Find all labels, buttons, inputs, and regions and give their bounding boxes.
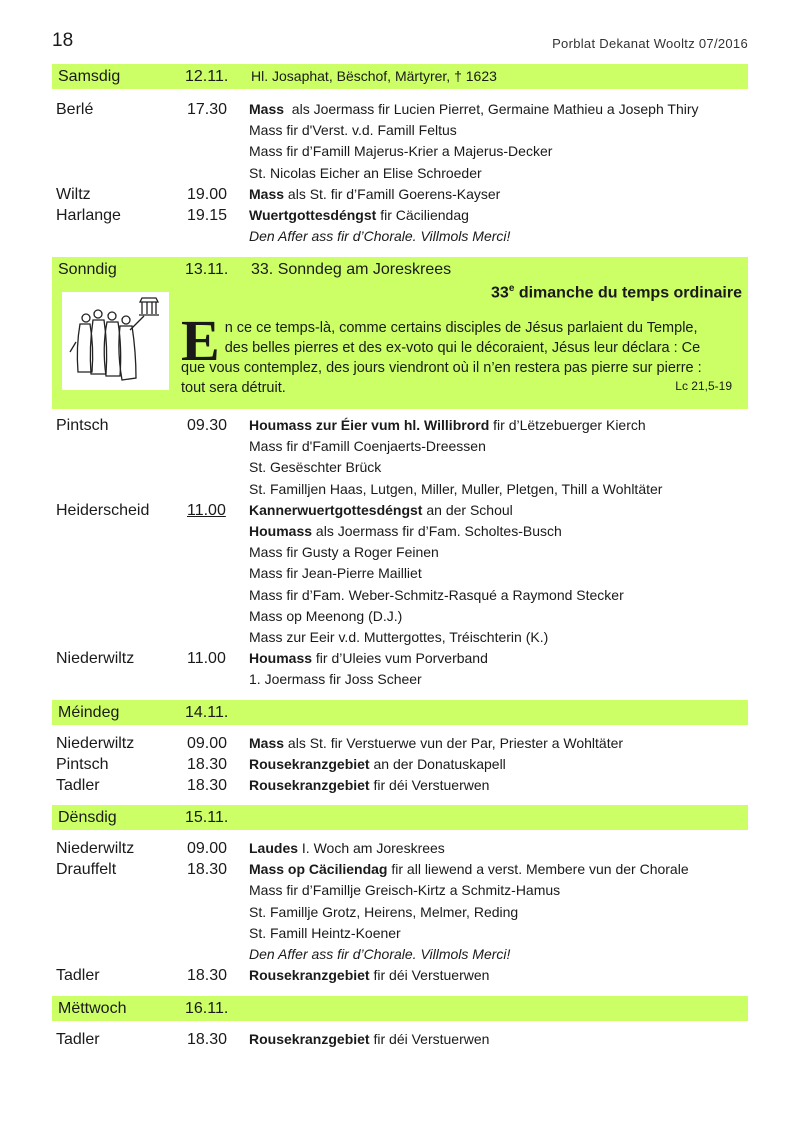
service-entry (249, 754, 506, 775)
schedule-row (52, 838, 748, 859)
service-time: 09.00 (187, 735, 228, 752)
schedule-row (52, 754, 748, 775)
place-name: Niederwiltz (56, 840, 135, 857)
day-bar-saturday (52, 64, 748, 89)
schedule-row (52, 965, 748, 986)
day-date: 12.11. (185, 68, 229, 85)
schedule-row (52, 902, 748, 923)
service-entry (249, 669, 422, 690)
service-entry (249, 880, 560, 901)
service-details: fir déi Verstuerwen (369, 1031, 490, 1047)
service-details: fir all liewend a verst. Membere vun der Chorale (387, 861, 689, 878)
place-name: Wiltz (56, 185, 91, 203)
schedule-row (52, 563, 748, 584)
service-entry (249, 838, 445, 859)
place-name: Niederwiltz (56, 650, 135, 668)
service-type: Houmass zur Éier vum hl. Willibrord (249, 417, 490, 433)
service-time: 09.00 (187, 840, 228, 857)
place-name: Tadler (56, 967, 100, 985)
service-entry (249, 627, 548, 648)
service-entry (249, 500, 513, 521)
day-bar-tuesday (52, 805, 748, 830)
service-time: 09.30 (187, 417, 228, 434)
schedule-row (52, 627, 748, 648)
drop-cap: E (181, 308, 220, 373)
service-entry (249, 585, 624, 606)
day-bar-monday (52, 700, 748, 725)
service-details: Mass fir d’Famillje Greisch-Kirtz a Schmitz-Hamus (249, 882, 561, 899)
service-entry (249, 859, 689, 880)
day-date: 16.11. (185, 1000, 229, 1017)
service-entry (249, 415, 646, 436)
service-details: Mass fir d'Famill Coenjaerts-Dreessen (249, 438, 486, 455)
service-type: Kannerwuertgottesdéngst (249, 501, 423, 518)
french-ordinal-suffix: e (508, 283, 515, 294)
schedule-row (52, 436, 748, 457)
service-entry (249, 902, 518, 923)
french-title-text: dimanche du temps ordinaire (514, 284, 742, 302)
service-entry (249, 99, 699, 120)
french-ordinal: 33 (491, 284, 509, 302)
schedule-row (52, 1029, 748, 1050)
place-name: Niederwiltz (56, 735, 135, 752)
service-entry (249, 479, 662, 500)
service-type: Rousekranzgebiet (249, 967, 370, 984)
service-details: Mass fir d’Fam. Weber-Schmitz-Rasqué a Raymond Stecker (249, 586, 624, 603)
service-details: St. Familljen Haas, Lutgen, Miller, Muller, Pletgen, Thill a Wohltäter (249, 480, 663, 497)
service-type: Rousekranzgebiet (249, 1031, 370, 1047)
service-details: fir déi Verstuerwen (369, 967, 490, 984)
schedule-row (52, 163, 748, 184)
gospel-illustration (62, 292, 169, 390)
service-time: 18.30 (187, 777, 228, 795)
service-details: fir d’Lëtzebuerger Kierch (489, 417, 646, 433)
service-details: als Joermass fir Lucien Pierret, Germaine Mathieu a Joseph Thiry (284, 101, 699, 117)
schedule-row (52, 923, 748, 944)
service-time: 18.30 (187, 1031, 228, 1048)
service-details: fir d’Uleies vum Porverband (312, 650, 488, 667)
place-name: Drauffelt (56, 861, 117, 879)
service-details: 1. Joermass fir Joss Scheer (249, 671, 422, 688)
place-name: Harlange (56, 206, 121, 224)
service-type: Laudes (249, 840, 299, 856)
service-entry (249, 184, 500, 205)
gospel-line: que vous contemplez, des jours viendront où il n’en restera pas pierre sur pierre : (181, 360, 702, 376)
service-details: an der Schoul (422, 501, 513, 518)
service-type: Houmass (249, 522, 313, 539)
schedule-row (52, 184, 748, 205)
service-details: I. Woch am Joreskrees (298, 840, 445, 856)
service-details: Mass zur Eeir v.d. Muttergottes, Tréischterin (K.) (249, 628, 549, 645)
schedule-row (52, 226, 748, 247)
service-entry (249, 120, 457, 141)
service-details: Mass op Meenong (D.J.) (249, 607, 403, 624)
service-entry (249, 1029, 489, 1050)
schedule-row (52, 99, 748, 120)
service-entry (249, 205, 469, 226)
service-details: als Joermass fir d’Fam. Scholtes-Busch (312, 522, 562, 539)
day-name: Dënsdig (58, 809, 117, 826)
day-date: 14.11. (185, 704, 229, 721)
gospel-line: tout sera détruit. (181, 380, 286, 396)
service-entry (249, 436, 486, 457)
service-time: 18.30 (187, 967, 228, 985)
schedule-row (52, 606, 748, 627)
service-details: Den Affer ass fir d’Chorale. Villmols Merci! (249, 228, 511, 245)
gospel-reference: Lc 21,5-19 (675, 379, 732, 393)
page-number: 18 (52, 30, 74, 51)
gospel-continued (181, 358, 743, 398)
day-bar-wednesday (52, 996, 748, 1021)
schedule-row (52, 880, 748, 901)
day-name: Méindeg (58, 704, 120, 721)
service-details: Mass fir Gusty a Roger Feinen (249, 544, 439, 561)
service-entry (249, 163, 482, 184)
schedule-row (52, 648, 748, 669)
service-entry (249, 521, 562, 542)
schedule-row (52, 500, 748, 521)
service-entry (249, 923, 401, 944)
schedule-row (52, 521, 748, 542)
service-type: Wuertgottesdéngst (249, 206, 377, 223)
service-entry (249, 563, 422, 584)
service-entry (249, 457, 381, 478)
place-name: Tadler (56, 777, 100, 795)
place-name: Tadler (56, 1031, 100, 1048)
day-date: 13.11. (185, 261, 229, 278)
day-name: Samsdig (58, 68, 121, 85)
service-time: 17.30 (187, 101, 228, 118)
tuesday-schedule (52, 838, 748, 986)
service-details: fir déi Verstuerwen (369, 777, 490, 794)
schedule-row (52, 415, 748, 436)
schedule-row (52, 120, 748, 141)
schedule-row (52, 669, 748, 690)
day-name: Mëttwoch (58, 1000, 127, 1017)
schedule-row (52, 775, 748, 796)
wednesday-schedule (52, 1029, 748, 1050)
service-entry (249, 648, 488, 669)
gospel-line: n ce ce temps-là, comme certains disciples de Jésus parlaient du Temple, (224, 320, 698, 336)
day-title: Hl. Josaphat, Bëschof, Märtyrer, † 1623 (251, 68, 497, 84)
service-type: Houmass (249, 650, 313, 667)
service-time: 19.15 (187, 206, 228, 224)
service-time: 18.30 (187, 861, 228, 879)
day-box-sunday (52, 257, 748, 409)
service-details: fir Cäciliendag (376, 206, 469, 223)
schedule-row (52, 733, 748, 754)
service-time: 19.00 (187, 185, 228, 203)
place-name: Pintsch (56, 417, 109, 434)
gospel-line: des belles pierres et des ex-voto qui le décoraient, Jésus leur déclara : Ce (224, 340, 701, 356)
service-type: Rousekranzgebiet (249, 777, 370, 794)
service-details: St. Famill Heintz-Koener (249, 924, 401, 941)
place-name: Berlé (56, 101, 94, 118)
service-details: Mass fir Jean-Pierre Mailliet (249, 565, 422, 582)
service-type: Mass op Cäciliendag (249, 861, 388, 878)
service-details: St. Famillje Grotz, Heirens, Melmer, Reding (249, 903, 519, 920)
service-details: an der Donatuskapell (369, 756, 506, 773)
schedule-row (52, 542, 748, 563)
service-entry (249, 141, 552, 162)
saturday-schedule (52, 99, 748, 247)
place-name: Heiderscheid (56, 501, 150, 519)
day-date: 15.11. (185, 809, 229, 826)
service-type: Mass (249, 101, 285, 117)
schedule-row (52, 205, 748, 226)
service-details: Mass fir d'Verst. v.d. Famill Feltus (249, 122, 457, 139)
service-entry (249, 606, 402, 627)
service-type: Mass (249, 185, 285, 202)
service-details: St. Gesëschter Brück (249, 459, 382, 476)
day-title: 33. Sonndeg am Joreskrees (251, 261, 452, 278)
place-name: Pintsch (56, 756, 109, 774)
page-header: Porblat Dekanat Wooltz 07/2016 (552, 36, 748, 51)
service-entry (249, 944, 510, 965)
service-time: 11.00 (187, 650, 226, 668)
schedule-row (52, 457, 748, 478)
service-time: 11.00 (187, 501, 226, 519)
monday-schedule (52, 733, 748, 797)
service-details: als St. fir Verstuerwe vun der Par, Priester a Wohltäter (284, 735, 624, 751)
service-time: 18.30 (187, 756, 228, 774)
schedule-row (52, 585, 748, 606)
schedule-row (52, 141, 748, 162)
day-name: Sonndig (58, 261, 117, 278)
service-type: Rousekranzgebiet (249, 756, 370, 773)
service-details: St. Nicolas Eicher an Elise Schroeder (249, 164, 482, 181)
service-details: Den Affer ass fir d’Chorale. Villmols Merci! (249, 945, 511, 962)
service-details: Mass fir d’Famill Majerus-Krier a Majerus-Decker (249, 143, 553, 160)
schedule-row (52, 944, 748, 965)
french-day-title (491, 283, 742, 302)
sunday-schedule (52, 415, 748, 690)
service-entry (249, 775, 489, 796)
schedule-row (52, 859, 748, 880)
service-type: Mass (249, 735, 285, 751)
service-entry (249, 965, 489, 986)
schedule-row (52, 479, 748, 500)
service-entry (249, 542, 439, 563)
service-entry (249, 733, 623, 754)
service-details: als St. fir d’Famill Goerens-Kayser (284, 185, 501, 202)
service-entry (249, 226, 510, 247)
